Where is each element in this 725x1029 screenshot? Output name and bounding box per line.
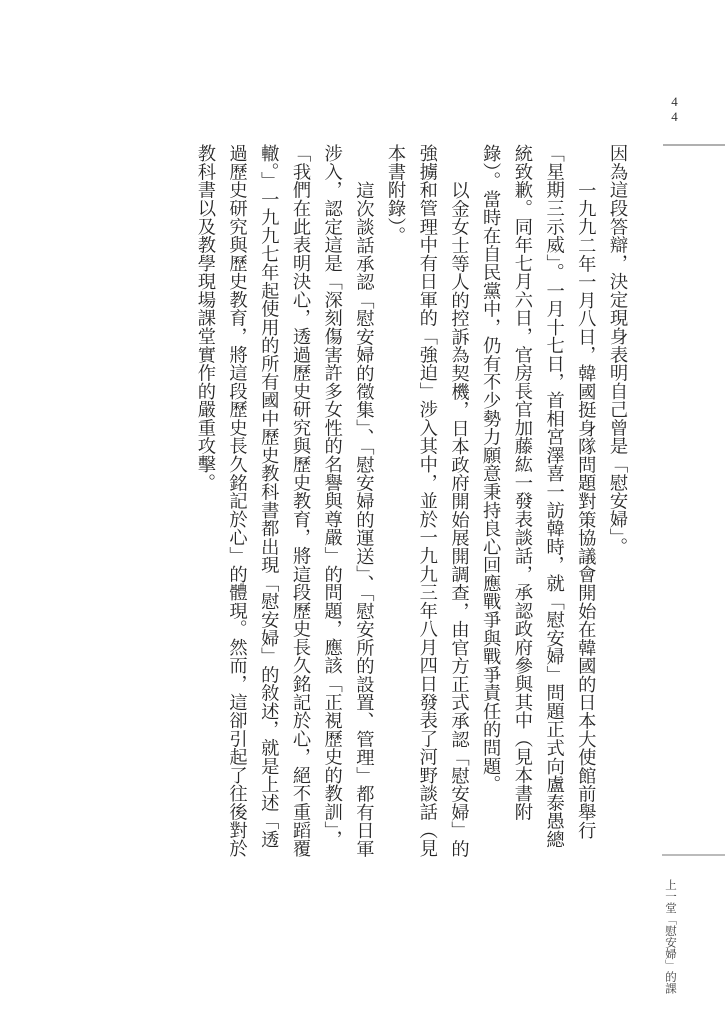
running-title: 上一堂「慰安婦」的課 — [664, 879, 676, 994]
footer-rule — [662, 854, 725, 856]
body-text-block — [189, 144, 633, 859]
paragraph-1992-events: 一九九二年一月八日，韓國挺身隊問題對策協議會開始在韓國的日本大使館前舉行「星期三示威」。一月十七日，首相宮澤喜一訪韓時，就「慰安婦」問題正式向盧泰愚總統致歉。同年七月六日，官房長官加藤紘一發表談話，承認政府參與其中（見本書附錄）。當時在自民黨中，仍有不少勢力願意秉持良心回應戰爭與戰爭責任的問題。 — [481, 144, 597, 849]
paragraph-kono-statement: 以金女士等人的控訴為契機，日本政府開始展開調查，由官方正式承認「慰安婦」的強擄和管理中有日軍的「強迫」涉入其中，並於一九九三年八月四日發表了河野談話（見本書附錄）。 — [386, 144, 470, 858]
paragraph-continuation: 因為這段答辯，決定現身表明自己曾是「慰安婦」。 — [608, 144, 628, 556]
paragraph-statement-content: 這次談話承認「慰安婦的徵集」、「慰安婦的運送」、「慰安所的設置、管理」都有日軍涉入，認定這是「深刻傷害許多女性的名譽與尊嚴」的問題，應該「正視歷史的教訓」，「我們在此表明決心，透過歷史研究與歷史教育，將這段歷史長久銘記於心，絕不重蹈覆轍。」一九九七年起使用的所有國中歷史教科書都出現「慰安婦」的敘述，就是上述「透過歷史研究與歷史教育，將這段歷史長久銘記於心」的體現。然而，這卻引起了往後對於教科書以及教學現場課堂實作的嚴重攻擊。 — [195, 144, 375, 858]
header-rule — [663, 144, 725, 146]
page-number: 44 — [667, 94, 682, 124]
